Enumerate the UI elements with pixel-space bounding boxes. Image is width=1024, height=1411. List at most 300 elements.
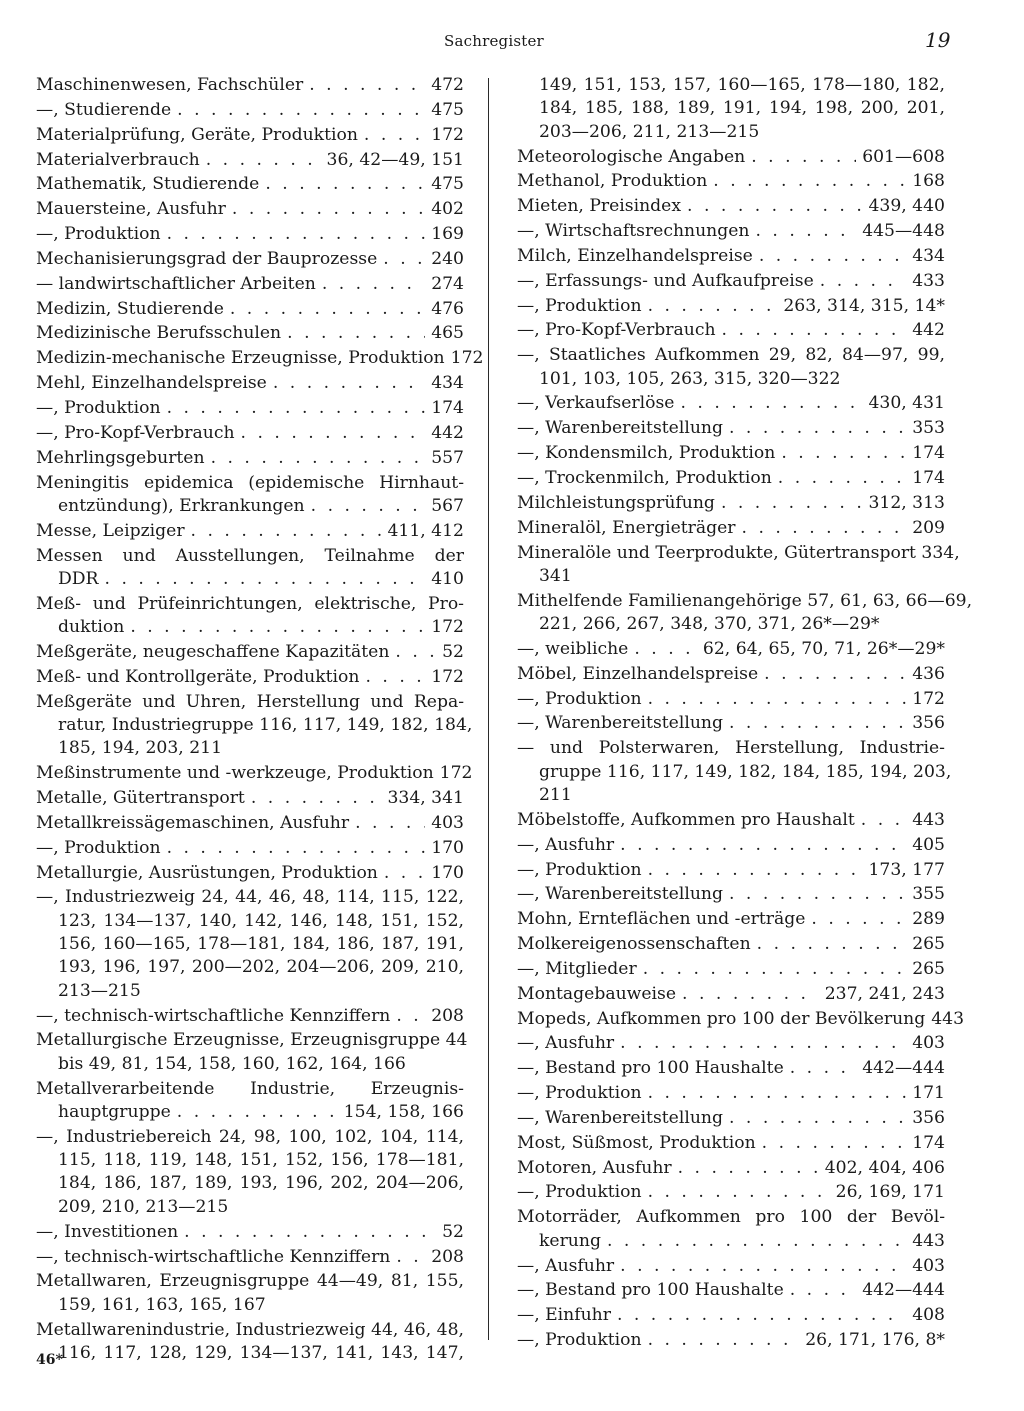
index-line: 116, 117, 128, 129, 134—137, 141, 143, 147, [58,1342,464,1363]
index-entry [517,1082,945,1105]
dot-leader [648,1181,830,1204]
index-term: Milchleistungsprüfung [517,492,715,513]
index-term: Maschinenwesen, Fachschüler [36,75,304,95]
index-entry [36,1029,468,1076]
running-title: Sachregister [444,32,544,50]
page-references: 443 [912,809,945,830]
index-entry [36,99,464,122]
dot-leader [177,1101,338,1124]
index-entry [517,958,945,981]
index-term: —, Mitglieder [517,958,637,979]
index-entry [36,1078,464,1125]
dot-leader [322,273,425,296]
index-line: —, Industriebereich 24, 98, 100, 102, 104, 114, [36,1126,464,1147]
page-references: 237, 241, 243 [824,983,945,1004]
index-term: Mopeds, Aufkommen pro 100 der Bevölkerung [517,1008,926,1029]
dot-leader [682,983,819,1006]
index-line: —, Industriezweig 24, 44, 46, 48, 114, 115, 122, [36,887,464,908]
index-line [517,638,945,661]
index-entry [36,762,473,785]
index-term: —, Wirtschaftsrechnungen [517,221,750,242]
index-line [517,1279,945,1302]
index-term: Meß- und Kontrollgeräte, Produktion [36,666,360,687]
page-references: 52 [442,641,464,662]
index-term: —, Produktion [36,224,161,245]
index-line [36,862,464,885]
page-references: 601—608 [862,146,945,167]
index-line [36,495,464,518]
page-references: 442 [912,320,945,341]
index-line [517,688,945,711]
index-entry [517,1157,945,1180]
dot-leader [722,319,907,342]
index-term: entzündung), Erkrankungen [58,495,305,516]
index-term: Molkereigenossenschaften [517,934,751,955]
index-term: —, Produktion [517,688,642,709]
index-entry [517,1329,945,1352]
index-entry [517,492,945,515]
index-entry [517,1008,965,1031]
index-line: Motorräder, Aufkommen pro 100 der Bevöl- [517,1207,945,1228]
index-entry [517,834,945,857]
page-references: 172 [431,124,464,145]
index-term: Most, Süßmost, Produktion [517,1132,756,1153]
page-references: 567 [431,495,464,516]
page-references: 171 [912,1083,945,1104]
index-entry [517,1181,945,1204]
index-line [517,1181,945,1204]
index-entry [36,298,464,321]
index-line [517,392,945,415]
dot-leader [648,688,907,711]
index-line [517,295,945,318]
dot-leader [232,198,425,221]
index-entry [36,322,464,345]
index-line [517,983,945,1006]
index-term: —, technisch-wirtschaftliche Kennziffern [36,1005,391,1026]
index-entry [36,545,464,592]
index-line [36,372,464,395]
index-line [517,883,945,906]
index-column-left [36,74,484,1367]
dot-leader [790,1279,856,1302]
page-references: 62, 64, 65, 70, 71, 26*—29* [702,638,945,659]
index-entry [517,392,945,415]
page-references: 172 [439,763,473,784]
index-term: Motoren, Ausfuhr [517,1157,672,1178]
index-line: Meßgeräte und Uhren, Herstellung und Repa- [36,691,464,712]
index-line: 193, 196, 197, 200—202, 204—206, 209, 210, [58,957,464,978]
index-line: 123, 134—137, 140, 142, 146, 148, 151, 152, [58,910,464,931]
page-references: 274 [431,273,464,294]
index-term: —, Warenbereitstellung [517,418,723,439]
index-term: Meteorologische Angaben [517,146,746,167]
index-line [517,170,945,193]
dot-leader [396,1005,425,1028]
index-term: —, Ausfuhr [517,1033,615,1054]
index-entry [517,442,945,465]
dot-leader [265,173,425,196]
index-line: 185, 194, 203, 211 [58,738,223,759]
index-term: —, Warenbereitstellung [517,884,723,905]
dot-leader [167,397,426,420]
index-line [36,173,464,196]
index-line [36,1221,464,1244]
dot-leader [211,447,426,470]
index-term: —, Bestand pro 100 Haushalte [517,1058,784,1079]
index-line: 221, 266, 267, 348, 370, 371, 26*—29* [539,614,880,635]
sheet-signature: 46* [36,1352,63,1368]
index-line [36,322,464,345]
index-entry [517,319,945,342]
index-term: Metalle, Gütertransport [36,787,245,808]
dot-leader [757,933,907,956]
page-references: 475 [431,174,464,195]
index-line [517,319,945,342]
page-references: 52 [442,1221,464,1242]
index-entry [517,1304,945,1327]
index-term: Metallurgie, Ausrüstungen, Produktion [36,862,378,883]
index-line: Messen und Ausstellungen, Teilnahme der [36,545,464,566]
page-references: 353 [912,418,945,439]
dot-leader [273,372,425,395]
index-term: —, Kondensmilch, Produktion [517,443,776,464]
dot-leader [130,616,425,639]
page-references: 174 [912,468,945,488]
index-term: —, Produktion [517,295,642,316]
index-term: Montagebauweise [517,983,677,1004]
index-term: Mehl, Einzelhandelspreise [36,373,267,394]
index-entry [36,1221,464,1244]
dot-leader [383,248,425,271]
page-references: 557 [431,447,464,468]
index-line [36,1101,464,1124]
page-references: 168 [912,171,945,192]
page-references: 443 [931,1008,965,1029]
index-line: 184, 185, 188, 189, 191, 194, 198, 200, 201, [539,98,945,119]
dot-leader [729,712,906,735]
index-line [36,397,464,420]
dot-leader [395,641,436,664]
index-entry [517,688,945,711]
index-line [517,1132,945,1155]
index-term: —, Studierende [36,99,172,120]
page-references: 436 [912,663,945,684]
index-line [36,1005,464,1028]
index-term: —, Ausfuhr [517,834,615,855]
dot-leader [607,1230,906,1253]
page-references: 263, 314, 315, 14* [783,295,945,316]
index-entry [517,1255,945,1278]
index-line: Mithelfende Familienangehörige 57, 61, 63, 66—69, [517,590,973,611]
index-line [517,1230,945,1253]
index-entry [36,520,464,543]
index-line [36,641,464,664]
index-entry [517,663,945,686]
index-line [517,417,945,440]
index-entry [517,245,945,268]
index-line [517,834,945,857]
index-line [517,517,945,540]
dot-leader [364,124,425,147]
index-line: 213—215 [58,980,141,1001]
index-line: 211 [539,784,572,805]
index-line [517,1255,945,1278]
page-references: 410 [431,568,464,589]
index-line: Mineralöle und Teerprodukte, Gütertransport 334, [517,542,960,563]
index-entry [517,344,945,391]
dot-leader [251,787,382,810]
index-term: Mauersteine, Ausfuhr [36,199,226,220]
index-entry [517,195,945,218]
page-references: 174 [912,1132,945,1153]
index-line [517,220,945,243]
page-references: 26, 169, 171 [835,1182,945,1203]
index-term: hauptgruppe [58,1101,171,1122]
index-term: Mohn, Ernteflächen und -erträge [517,909,806,930]
index-line [36,447,464,470]
index-line [517,1304,945,1327]
index-line: Meß- und Prüfeinrichtungen, elektrische, Pro- [36,593,464,614]
index-line [36,298,464,321]
page-references: 402 [431,199,464,220]
dot-leader [643,958,907,981]
index-line [36,273,464,296]
index-term: —, Produktion [36,397,161,418]
index-term: Methanol, Produktion [517,171,708,192]
page-references: 289 [912,909,945,930]
page-references: 265 [912,958,945,979]
index-entry [517,809,945,832]
dot-leader [790,1057,856,1080]
index-line: 184, 186, 187, 189, 193, 196, 202, 204—206, [58,1173,464,1194]
index-term: —, Produktion [517,1182,642,1203]
index-term: —, Produktion [517,859,642,880]
index-line: 115, 118, 119, 148, 151, 152, 156, 178—181, [58,1150,464,1171]
page-header [0,28,1024,58]
index-term: Mathematik, Studierende [36,174,260,195]
index-entry [36,472,464,519]
index-entry [36,1270,464,1317]
index-entry [517,638,945,661]
index-entry [517,417,945,440]
page-references: 174 [431,397,464,418]
index-entry [517,1057,945,1080]
index-line [36,1246,464,1269]
dot-leader [617,1304,906,1327]
index-entry [36,593,464,640]
index-entry [36,691,473,761]
page-references: 434 [431,373,464,394]
index-term: Meßinstrumente und -werkzeuge, Produktion [36,763,434,784]
index-line [517,1107,945,1130]
page-references: 334, 341 [387,787,464,808]
index-entry [36,1005,464,1028]
page-references: 265 [912,934,945,955]
index-entry [36,1319,464,1366]
index-entry [36,812,464,835]
index-term: —, Produktion [36,837,161,858]
index-line [36,124,464,147]
dot-leader [764,663,906,686]
index-line [517,663,945,686]
index-entry [36,787,464,810]
index-entry [517,517,945,540]
dot-leader [820,270,906,293]
index-entry [36,422,464,445]
index-line [517,908,945,931]
index-entry [36,862,464,885]
index-term: —, Bestand pro 100 Haushalte [517,1280,784,1301]
index-line [36,787,464,810]
index-line: Metallurgische Erzeugnisse, Erzeugnisgruppe 44 [36,1030,468,1051]
dot-leader [365,666,425,689]
index-entry [36,886,464,1003]
page-references: 430, 431 [868,393,945,414]
page-references: 312, 313 [868,492,945,513]
dot-leader [620,1255,906,1278]
dot-leader [311,495,426,518]
page-references: 172 [431,666,464,687]
index-term: Metallkreissägemaschinen, Ausfuhr [36,812,350,833]
index-entry [517,737,952,807]
index-entry [517,146,945,169]
index-entry [517,170,945,193]
index-entry [36,397,464,420]
index-line: Metallwaren, Erzeugnisgruppe 44—49, 81, 155, [36,1271,464,1292]
dot-leader [762,1132,907,1155]
dot-leader [105,568,426,591]
index-line: 101, 103, 105, 263, 315, 320—322 [539,368,841,389]
index-term: kerung [539,1230,601,1251]
index-term: Messe, Leipziger [36,520,185,541]
page-references: 472 [431,75,464,95]
page-references: 439, 440 [868,196,945,217]
page-references: 433 [912,270,945,291]
index-term: DDR [58,568,99,589]
page-references: 169 [431,224,464,245]
dot-leader [751,146,856,169]
page-references: 403 [912,1255,945,1276]
index-entry [517,1132,945,1155]
index-entry [36,124,464,147]
index-entry [517,1032,945,1055]
dot-leader [396,1246,425,1269]
index-term: —, weibliche [517,638,629,659]
index-term: —, Produktion [517,1330,642,1351]
dot-leader [678,1157,819,1180]
page-references: 36, 42—49, 151 [326,149,464,170]
page-references: 356 [912,1107,945,1128]
index-entry [36,198,464,221]
page-references: 476 [431,298,464,319]
page-references: 442—444 [862,1280,945,1301]
index-entry [517,467,945,490]
dot-leader [721,492,863,515]
page-references: 443 [912,1230,945,1251]
page-references: 402, 404, 406 [824,1157,945,1178]
index-term: Meßgeräte, neugeschaffene Kapazitäten [36,641,390,662]
index-line [517,1057,945,1080]
dot-leader [167,223,426,246]
index-entry [517,908,945,931]
index-entry [36,666,464,689]
page-references: 172 [912,688,945,709]
page-references: 445—448 [862,221,945,242]
index-line [517,1329,945,1352]
index-term: —, Investitionen [36,1221,179,1242]
dot-leader [167,837,426,860]
index-line [36,149,464,172]
page-references: 408 [912,1305,945,1326]
dot-leader [729,1107,906,1130]
index-term: Mieten, Preisindex [517,196,682,217]
index-entry [36,248,464,271]
index-entry [36,223,464,246]
page-references: 442 [431,422,464,443]
page-references: 26, 171, 176, 8* [805,1330,945,1351]
index-line [36,248,464,271]
dot-leader [634,638,697,661]
index-line [517,1032,945,1055]
page-references: 442—444 [862,1058,945,1079]
index-entry [517,1107,945,1130]
index-column-right [517,74,973,1354]
index-term: Möbelstoffe, Aufkommen pro Haushalt [517,809,855,830]
page-references: 208 [431,1246,464,1267]
index-entry [517,859,945,882]
index-line: 341 [539,565,572,586]
index-line [517,146,945,169]
index-entry [36,347,484,370]
page-references: 172 [431,617,464,638]
index-entry [36,149,464,172]
index-entry [517,220,945,243]
index-line [517,933,945,956]
index-line [36,198,464,221]
page-number: 19 [925,28,951,52]
index-entry [36,641,464,664]
index-entry [517,983,945,1006]
page-references: 170 [431,837,464,858]
index-line: 203—206, 211, 213—215 [539,121,760,142]
dot-leader [620,834,906,857]
index-line: — und Polsterwaren, Herstellung, Industrie- [517,738,945,759]
dot-leader [648,1082,907,1105]
column-divider [488,78,489,1340]
index-line: 209, 210, 213—215 [58,1196,229,1217]
index-line [36,762,473,785]
index-line: —, Staatliches Aufkommen 29, 82, 84—97, 99, [517,345,945,366]
page-references: 172 [450,348,484,369]
dot-leader [230,298,425,321]
index-line [36,422,464,445]
page-references: 405 [912,834,945,855]
page-references: 154, 158, 166 [343,1101,464,1122]
page-references: 208 [431,1005,464,1026]
dot-leader [177,99,425,122]
index-line [517,859,945,882]
index-line [517,712,945,735]
dot-leader [680,392,862,415]
index-line [36,837,464,860]
index-line: Metallverarbeitende Industrie, Erzeugnis- [36,1078,464,1099]
index-line [517,958,945,981]
index-term: Materialverbrauch [36,149,200,170]
index-entry [517,712,945,735]
index-line: gruppe 116, 117, 149, 182, 184, 185, 194, 203, [539,761,952,782]
index-line: 149, 151, 153, 157, 160—165, 178—180, 182, [539,75,945,95]
